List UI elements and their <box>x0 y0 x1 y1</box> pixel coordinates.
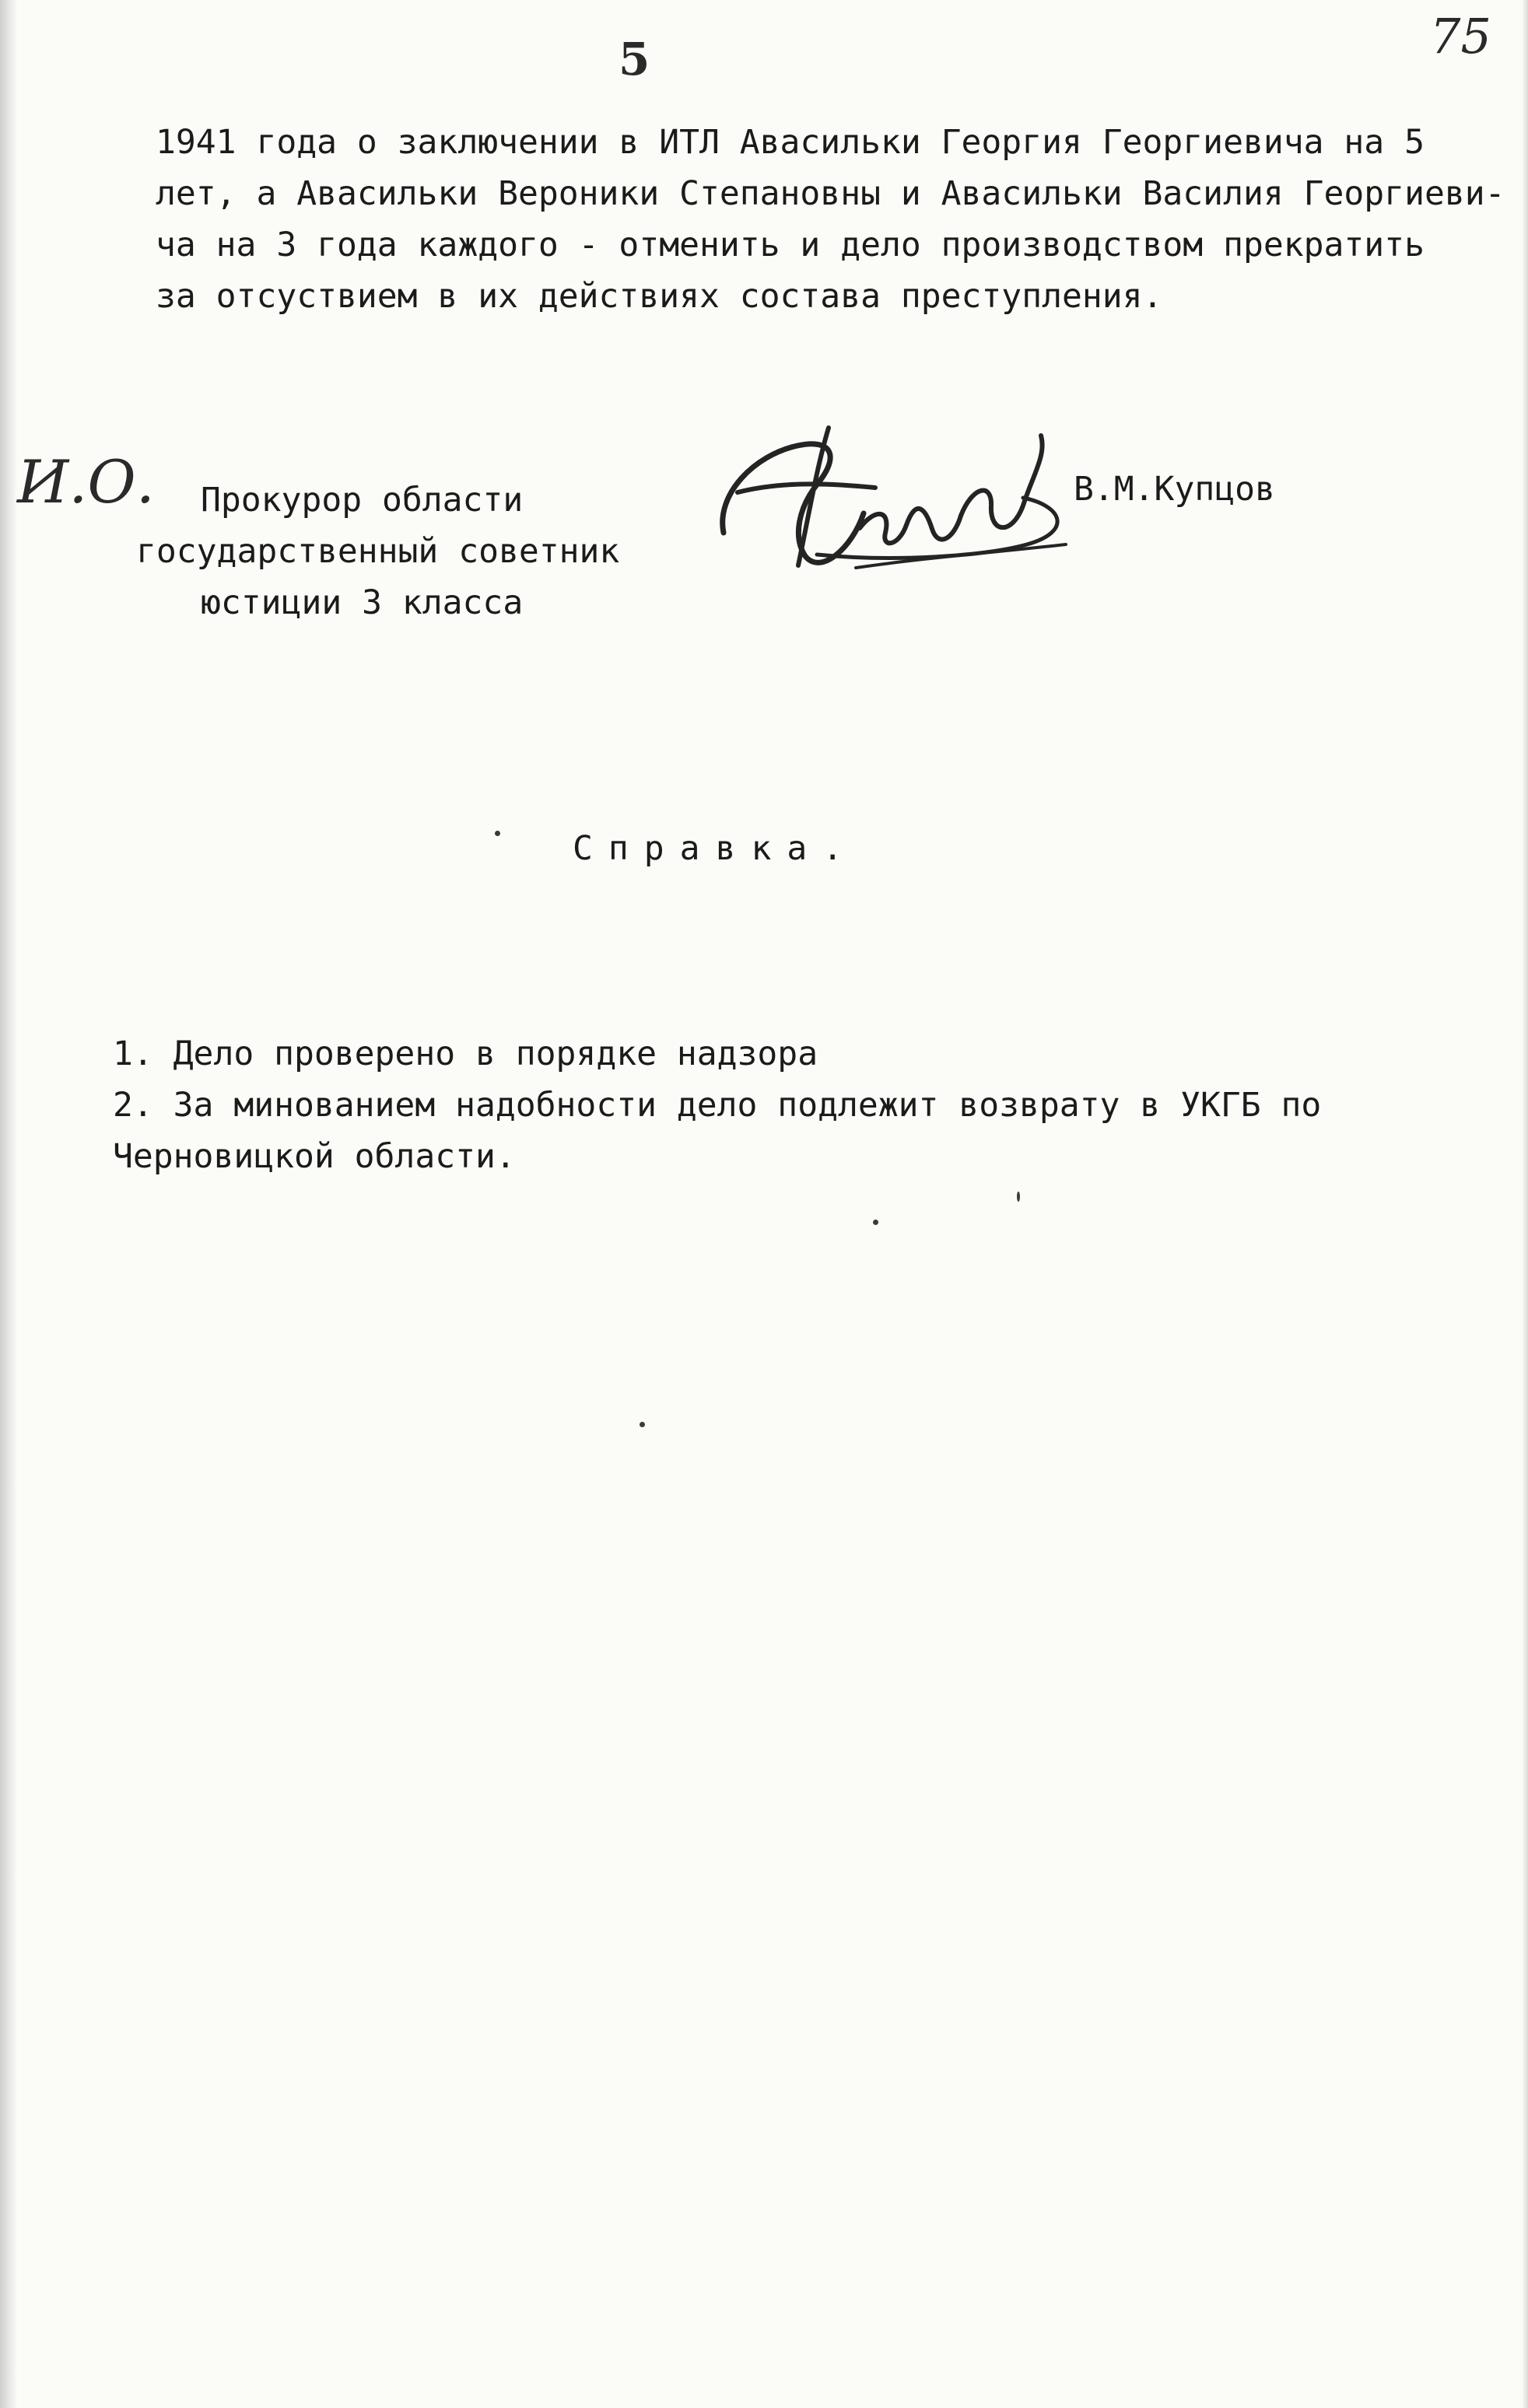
note-heading: Справка. <box>573 829 859 868</box>
paper-speck <box>873 1220 878 1225</box>
signer-title-line: Прокурор области <box>201 481 524 520</box>
page-number-mark: 5 <box>619 33 650 86</box>
handwritten-signature <box>692 401 1128 591</box>
paper-right-edge <box>1522 0 1528 2408</box>
archive-folio-number: 75 <box>1430 8 1491 65</box>
paper-speck <box>1017 1192 1020 1202</box>
paragraph-line: лет, а Авасильки Вероники Степановны и Авасильки Василия Георгиеви- <box>156 174 1505 213</box>
note-item: 1. Дело проверено в порядке надзора <box>113 1034 818 1073</box>
paragraph-line: ча на 3 года каждого - отменить и дело производством прекратить <box>156 226 1425 264</box>
note-item: Черновицкой области. <box>113 1137 516 1176</box>
paper-speck <box>640 1422 645 1427</box>
paragraph-line: 1941 года о заключении в ИТЛ Авасильки Георгия Георгиевича на 5 <box>156 123 1425 162</box>
signer-title-line: государственный советник <box>136 532 620 571</box>
signer-name: В.М.Купцов <box>1074 470 1275 509</box>
handwritten-prefix: И.О. <box>17 447 155 516</box>
paragraph-line: за отсуствием в их действиях состава преступления. <box>156 277 1163 316</box>
paper-left-edge <box>0 0 17 2408</box>
paper-speck <box>495 831 500 836</box>
note-item: 2. За минованием надобности дело подлежит возврату в УКГБ по <box>113 1086 1322 1125</box>
signer-title-line: юстиции 3 класса <box>201 583 524 622</box>
